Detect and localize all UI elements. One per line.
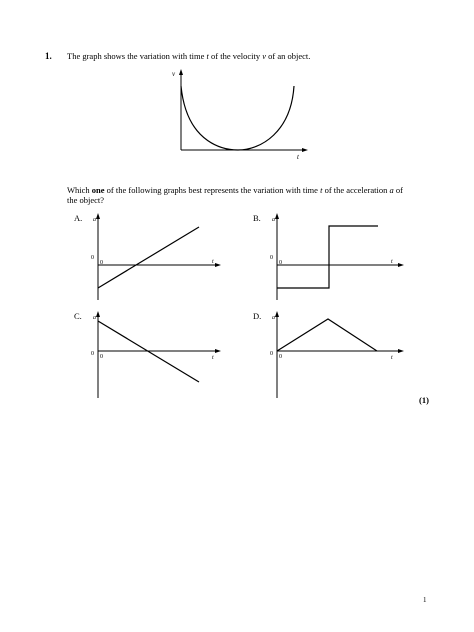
- option-b-x-label: t: [391, 259, 393, 265]
- question-intro: The graph shows the variation with time t of the velocity v of an object.: [67, 51, 311, 61]
- option-c-x-label: t: [212, 355, 214, 361]
- option-c-origin-label: 0: [91, 351, 94, 357]
- option-d-graph: [267, 310, 407, 402]
- page-number: 1: [423, 596, 427, 604]
- option-a-label: A.: [74, 213, 83, 223]
- option-a-y-label: a: [93, 217, 96, 223]
- option-b-y-label: a: [272, 217, 275, 223]
- option-c-origin-inner: 0: [100, 354, 103, 360]
- option-c-graph: [88, 310, 223, 402]
- t-axis-label: t: [297, 153, 299, 161]
- option-a-origin-inner: 0: [100, 260, 103, 266]
- option-b-step: [277, 226, 378, 288]
- question-prompt: Which one of the following graphs best represents the variation with time t of the acceleration a of the object?: [67, 185, 403, 205]
- option-d-y-label: a: [272, 315, 275, 321]
- marks-label: (1): [419, 395, 429, 405]
- option-d-origin-inner: 0: [279, 354, 282, 360]
- question-number: 1.: [45, 51, 52, 61]
- option-b-graph: [267, 212, 407, 304]
- option-d-x-label: t: [391, 355, 393, 361]
- option-b-label: B.: [253, 213, 261, 223]
- option-c-label: C.: [74, 311, 82, 321]
- option-a-x-label: t: [212, 259, 214, 265]
- option-a-origin-label: 0: [91, 255, 94, 261]
- velocity-curve: [181, 86, 294, 150]
- option-b-origin-label: 0: [270, 255, 273, 261]
- option-a-graph: [88, 212, 223, 304]
- option-d-triangle: [277, 319, 377, 351]
- option-c-y-label: a: [93, 315, 96, 321]
- velocity-time-graph: [165, 66, 310, 164]
- option-d-origin-label: 0: [270, 351, 273, 357]
- option-a-line: [98, 227, 199, 288]
- v-axis-label: v: [172, 70, 176, 78]
- option-b-origin-inner: 0: [279, 260, 282, 266]
- option-d-label: D.: [253, 311, 262, 321]
